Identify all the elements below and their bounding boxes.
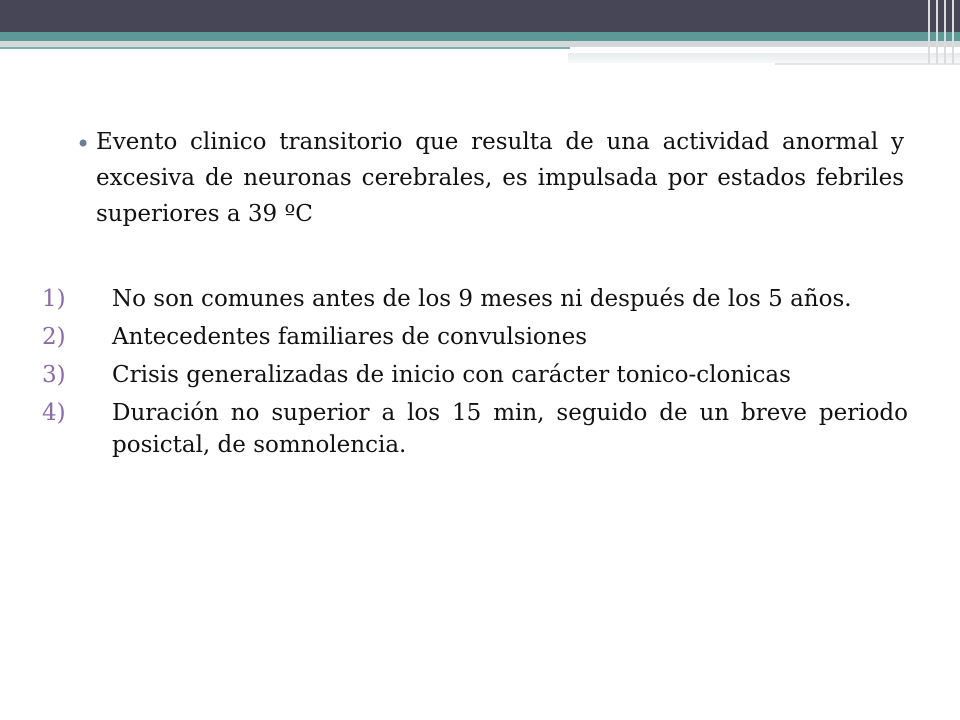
list-number: 4)	[42, 400, 66, 426]
bullet-paragraph	[76, 124, 906, 232]
list-item-text: Duración no superior a los 15 min, seguido de un breve periodo posictal, de somnolencia.	[112, 400, 908, 458]
list-number: 2)	[42, 324, 66, 350]
bullet-text: Evento clinico transitorio que resulta de una actividad anormal y excesiva de neuronas cerebrales, es impulsada por estados febriles superiores a 39 ºC	[96, 129, 904, 227]
list-item-text: Antecedentes familiares de convulsiones	[112, 324, 588, 350]
numbered-list	[42, 283, 908, 467]
list-item	[42, 397, 908, 461]
list-item	[42, 283, 908, 315]
bullet-dot-icon: •	[76, 130, 91, 158]
list-number: 3)	[42, 362, 66, 388]
list-item-text: No son comunes antes de los 9 meses ni después de los 5 años.	[112, 286, 852, 312]
list-item	[42, 321, 908, 353]
list-item-text: Crisis generalizadas de inicio con carácter tonico-clonicas	[112, 362, 791, 388]
list-number: 1)	[42, 286, 66, 312]
list-item	[42, 359, 908, 391]
